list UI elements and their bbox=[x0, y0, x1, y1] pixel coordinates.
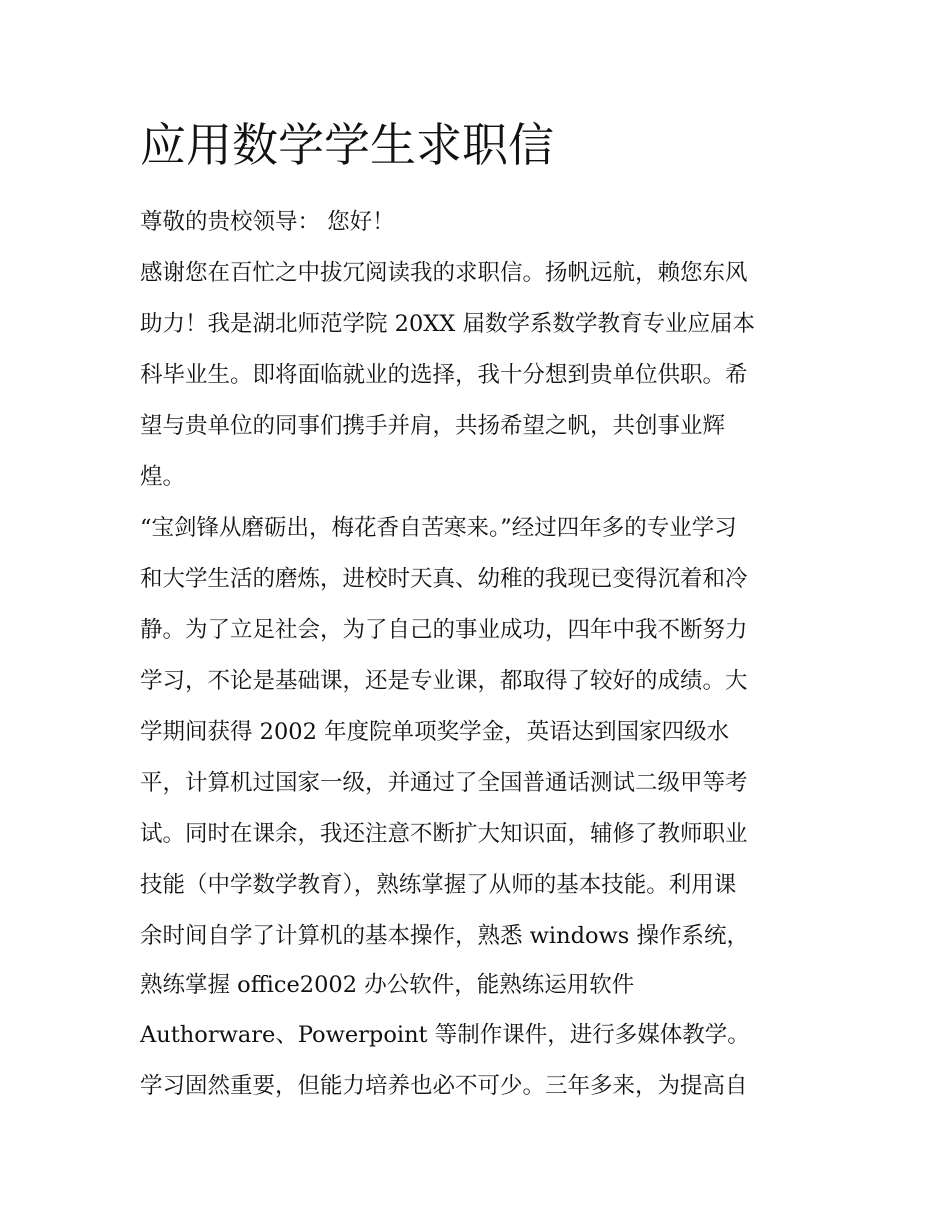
text-line: “宝剑锋从磨砺出，梅花香自苦寒来。”经过四年多的专业学习 bbox=[140, 515, 737, 541]
text-line: 余时间自学了计算机的基本操作，熟悉 windows 操作系统， bbox=[140, 923, 750, 949]
text-line: 技能（中学数学教育），熟练掌握了从师的基本技能。利用课 bbox=[140, 872, 737, 898]
text-line: 尊敬的贵校领导： 您好！ bbox=[140, 209, 395, 235]
document-title: 应用数学学生求职信 bbox=[140, 118, 554, 172]
text-line: 熟练掌握 office2002 办公软件，能熟练运用软件 bbox=[140, 972, 635, 998]
text-line: 学期间获得 2002 年度院单项奖学金，英语达到国家四级水 bbox=[140, 719, 730, 745]
text-line: 和大学生活的磨炼，进校时天真、幼稚的我现已变得沉着和冷 bbox=[140, 566, 748, 592]
text-line: 望与贵单位的同事们携手并肩，共扬希望之帆，共创事业辉 bbox=[140, 413, 726, 439]
text-line: 试。同时在课余，我还注意不断扩大知识面，辅修了教师职业 bbox=[140, 821, 748, 847]
text-line: 科毕业生。即将面临就业的选择，我十分想到贵单位供职。希 bbox=[140, 362, 748, 388]
text-line: 学习固然重要，但能力培养也必不可少。三年多来，为提高自 bbox=[140, 1073, 748, 1099]
text-line: 感谢您在百忙之中拔冗阅读我的求职信。扬帆远航，赖您东风 bbox=[140, 260, 748, 286]
text-line: 煌。 bbox=[140, 464, 186, 490]
text-line: 平，计算机过国家一级，并通过了全国普通话测试二级甲等考 bbox=[140, 770, 748, 796]
text-line: Authorware、Powerpoint 等制作课件，进行多媒体教学。 bbox=[140, 1022, 750, 1048]
text-line: 助力！我是湖北师范学院 20XX 届数学系数学教育专业应届本 bbox=[140, 311, 755, 337]
text-line: 静。为了立足社会，为了自己的事业成功，四年中我不断努力 bbox=[140, 617, 748, 643]
text-line: 学习，不论是基础课，还是专业课，都取得了较好的成绩。大 bbox=[140, 668, 748, 694]
